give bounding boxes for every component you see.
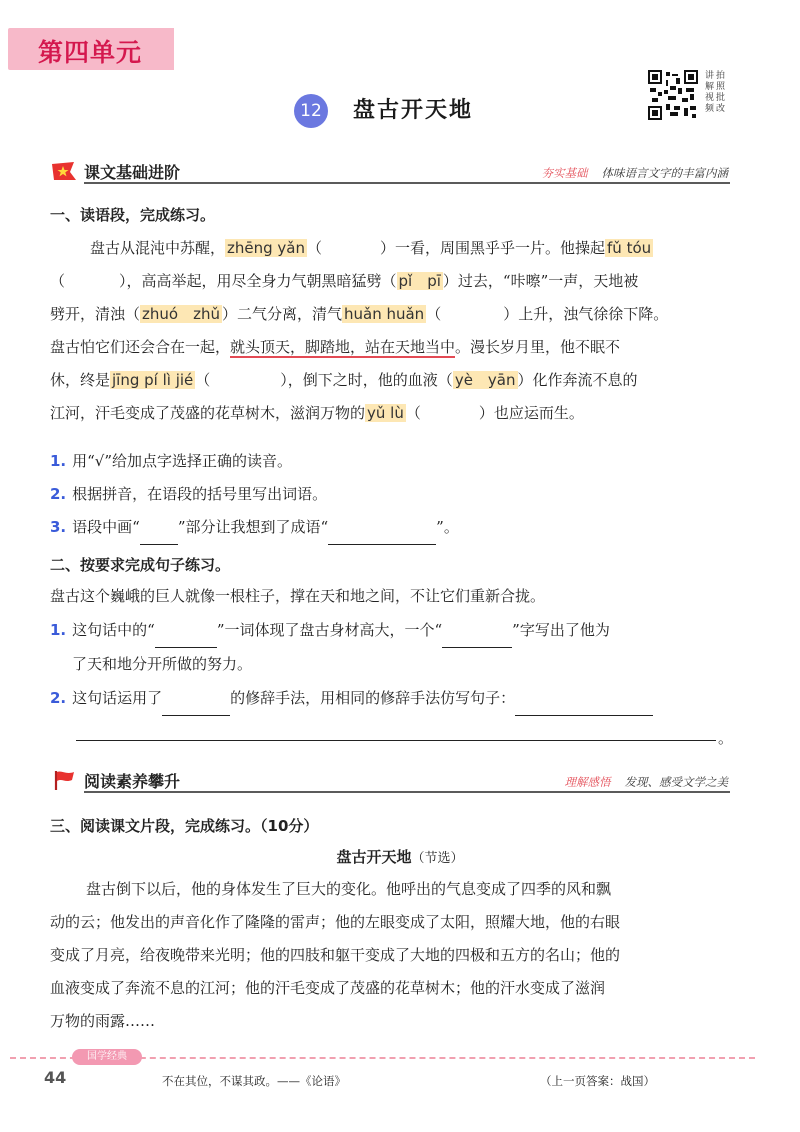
previous-answer: （上一页答案：战国） [540,1074,655,1088]
question-2: 2. 根据拼音，在语段的括号里写出词语。 [50,485,328,503]
part2-question-1: 1. 这句话中的“ ”一词体现了盘古身材高大，一个“ ”字写出了他为 了天和地分开所做的努力。 [50,614,740,681]
lesson-title: 盘古开天地 [353,97,474,123]
passage-line: 盘古倒下以后，他的身体发生了巨大的变化。他呼出的气息变成了四季的风和飘 [86,880,612,898]
part2-sentence: 盘古这个巍峨的巨人就像一根柱子，撑在天和地之间，不让它们重新合拢。 [50,587,546,605]
pinyin-option-pi[interactable]: pǐ pī [398,272,441,290]
pinyin-option-ye[interactable]: yè yān [454,371,516,389]
pinyin-option-zhuo[interactable]: zhuó zhǔ [142,305,220,323]
question-1: 1. 用“√”给加点字选择正确的读音。 [50,452,293,470]
section-header-reading [50,767,730,797]
answer-blank[interactable] [155,614,217,648]
pinyin-huanhuan: huǎn huǎn [343,305,425,323]
passage-line: 万物的雨露…… [50,1012,156,1030]
footer-quote: 不在其位，不谋其政。——《论语》 [162,1074,346,1088]
period: 。 [718,729,734,747]
section-subtitle: 夯实基础 体味语言文字的丰富内涵 [541,166,728,180]
answer-blank[interactable] [442,614,512,648]
section-title: 阅读素养攀升 [84,772,181,791]
passage-title: 盘古开天地（节选） [336,848,464,866]
passage-line: 江河，汗毛变成了茂盛的花草树木，滋润万物的 yǔ lù （ ）也应运而生。 [50,404,584,422]
qr-code-icon[interactable] [648,70,698,120]
underlined-phrase: 就头顶天，脚踏地，站在天地当中 [230,338,456,356]
section-subtitle: 理解感悟 发现、感受文学之美 [564,775,728,789]
unit-label: 第四单元 [38,38,143,67]
pinyin-zhengyan: zhēng yǎn [227,239,305,257]
star-flag-icon [50,160,78,182]
passage-line: 休，终是 jīng pí lì jié （ ），倒下之时，他的血液（ yè yān ）化作奔流不息的 [50,371,638,389]
passage-line: 变成了月亮，给夜晚带来光明；他的四肢和躯干变成了大地的四极和五方的名山；他的 [50,946,621,964]
flag-icon [50,769,78,791]
question-3: 3. 语段中画“ ”部分让我想到了成语“ ”。 [50,511,459,545]
pinyin-jingpilijie: jīng pí lì jié [112,371,194,389]
reading-passage [50,873,740,1038]
part1-passage [50,232,740,430]
answer-blank[interactable] [140,511,178,545]
answer-blank[interactable] [515,682,653,716]
section-header-basics [50,158,730,188]
passage-line: 劈开，清浊（ zhuó zhǔ ）二气分离，清气 huǎn huǎn （ ）上升，浊气徐徐下降。 [50,305,669,323]
lesson-number-badge: 12 [294,94,328,128]
passage-line: 血液变成了奔流不息的江河；他的汗毛变成了茂盛的花草树木；他的汗水变成了滋润 [50,979,606,997]
passage-line: 盘古从混沌中苏醒， zhēng yǎn （ ）一看，周围黑乎乎一片。他操起 fǔ tóu [90,239,652,257]
section-title: 课文基础进阶 [84,163,181,182]
pinyin-futou: fǔ tóu [607,239,652,257]
pinyin-yulu: yǔ lù [367,404,404,422]
passage-line: （ ），高高举起，用尽全身力气朝黑暗猛劈（ pǐ pī ）过去，“咔嚓”一声，天地被 [50,272,639,290]
passage-line: 盘古怕它们还会合在一起，就头顶天，脚踏地，站在天地当中。漫长岁月里，他不眠不 [50,338,621,356]
answer-line[interactable] [76,740,716,741]
part2-question-2: 2. 这句话运用了 的修辞手法，用相同的修辞手法仿写句子： [50,682,740,716]
answer-blank[interactable] [162,682,230,716]
unit-tab [8,28,174,70]
part1-heading: 一、读语段，完成练习。 [50,206,216,224]
guoxue-badge: 国学经典 [72,1049,142,1065]
part3-heading: 三、阅读课文片段，完成练习。（10分） [50,817,319,835]
answer-blank[interactable] [328,511,436,545]
part2-heading: 二、按要求完成句子练习。 [50,556,231,574]
qr-caption: 讲 拍 解 照 视 批 频 改 [704,71,725,114]
passage-line: 动的云；他发出的声音化作了隆隆的雷声；他的左眼变成了太阳，照耀大地，他的右眼 [50,913,621,931]
page-number: 44 [44,1068,67,1087]
